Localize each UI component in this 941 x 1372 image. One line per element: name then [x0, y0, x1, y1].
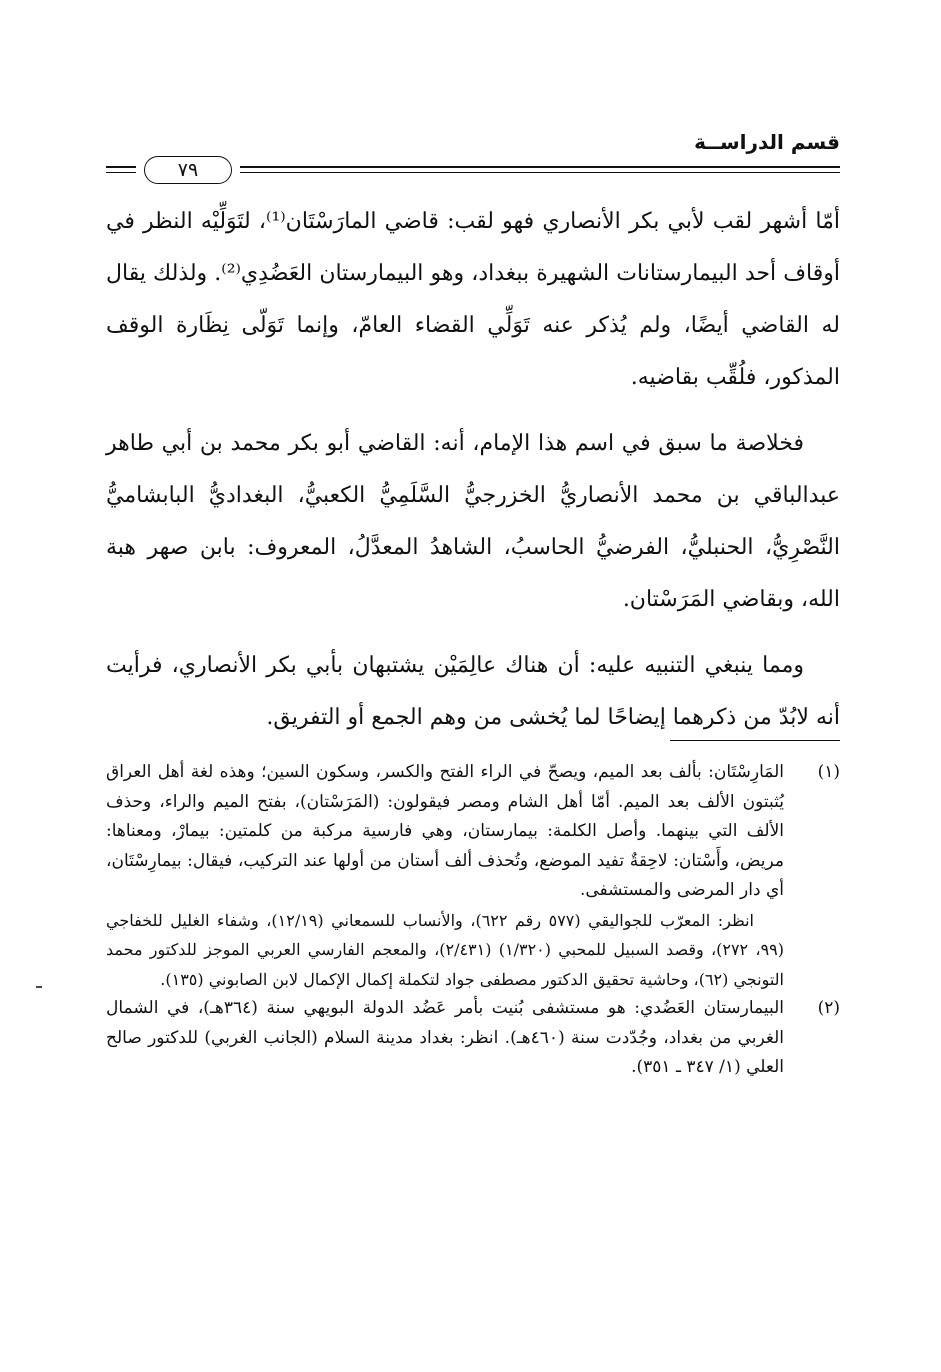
page-number-frame	[144, 156, 232, 184]
footnote-body	[106, 758, 784, 994]
scan-mark	[36, 986, 42, 988]
paragraph: ومما ينبغي التنبيه عليه: أن هناك عالِمَيْن يشتبهان بأبي بكر الأنصاري، فرأيت أنه لابُدّ من ذكرهما إيضاحًا لما يُخشى من وهم الجمع أو التفريق.	[106, 653, 840, 730]
footnote-number: (١)	[817, 762, 840, 782]
footnote	[106, 994, 840, 1083]
footnote-text: البيمارستان العَضُدي: هو مستشفى بُنيت بأمر عَضُد الدولة البويهي سنة (٣٦٤هـ)، في الشمال الغربي من بغداد، وجُدّدت سنة (٤٦٠هـ). انظر: بغداد مدينة السلام (الجانب الغربي) للدكتور صالح العلي (١/ ٣٤٧ ـ ٣٥١).	[106, 998, 784, 1077]
footnote	[106, 758, 840, 994]
paragraph: أمّا أشهر لقب لأبي بكر الأنصاري فهو لقب: قاضي المارَسْتَان⁽¹⁾، لتَوَلِّيْه النظر في أوقاف أحد البيمارستانات الشهيرة ببغداد، وهو البيمارستان العَضُدِي⁽²⁾. ولذلك يقال له القاضي أيضًا، ولم يُذكر عنه تَوَلِّي القضاء العامّ، وإنما تَوَلّى نِظَارة الوقف المذكور، فلُقِّب بقاضيه.	[106, 209, 840, 390]
page-number: ٧٩	[177, 159, 199, 181]
footnote-reference: انظر: المعرّب للجواليقي (٥٧٧ رقم ٦٢٢)، والأنساب للسمعاني (١٢/١٩)، وشفاء الغليل للخفاجي (٩٩، ٢٧٢)، وقصد السبيل للمحبي (١/٣٢٠) (٢/٤٣١)، والمعجم الفارسي العربي الموجز للدكتور محمد التونجي (٦٢)، وحاشية تحقيق الدكتور مصطفى جواد لتكملة إكمال الإكمال لابن الصابوني (١٣٥).	[106, 910, 784, 989]
header-rule	[240, 166, 840, 168]
header-rule-short-thin	[106, 172, 136, 173]
header-rule-short	[106, 166, 136, 168]
main-text	[106, 196, 840, 758]
paragraph: فخلاصة ما سبق في اسم هذا الإمام، أنه: القاضي أبو بكر محمد بن أبي طاهر عبدالباقي بن محمد الأنصاريُّ الخزرجيُّ السَّلَمِيُّ الكعبيُّ، البغداديُّ البابشاميُّ النَّصْرِيُّ، الحنبليُّ، الفرضيُّ الحاسبُ، الشاهدُ المعدَّلُ، المعروف: بابن صهر هبة الله، وبقاضي المَرَسْتان.	[106, 431, 840, 612]
footnote-body	[106, 994, 784, 1083]
header-rule-thin	[240, 172, 840, 173]
footnote-separator	[670, 740, 840, 741]
footnote-text: المَارِسْتَان: بألف بعد الميم، ويصحّ في الراء الفتح والكسر، وسكون السين؛ وهذه لغة أهل العراق يُثبتون الألف بعد الميم. أمّا أهل الشام ومصر فيقولون: (المَرَسْتان)، بفتح الميم والراء، وحذف الألف التي بينهما. وأصل الكلمة: بيمارستان، وهي فارسية مركبة من كلمتين: بيمارْ، ومعناها: مريض، وأَسْتان: لاحِقةٌ تفيد الموضع، وتُحذف ألف أستان من أولها عند التركيب، فيقال: بيمارِسْتَان، أي دار المرضى والمستشفى.	[106, 762, 784, 900]
page-header	[106, 130, 840, 186]
footnotes	[106, 758, 840, 1083]
section-title: قسم الدراســة	[694, 130, 840, 154]
footnote-number: (٢)	[817, 998, 840, 1018]
